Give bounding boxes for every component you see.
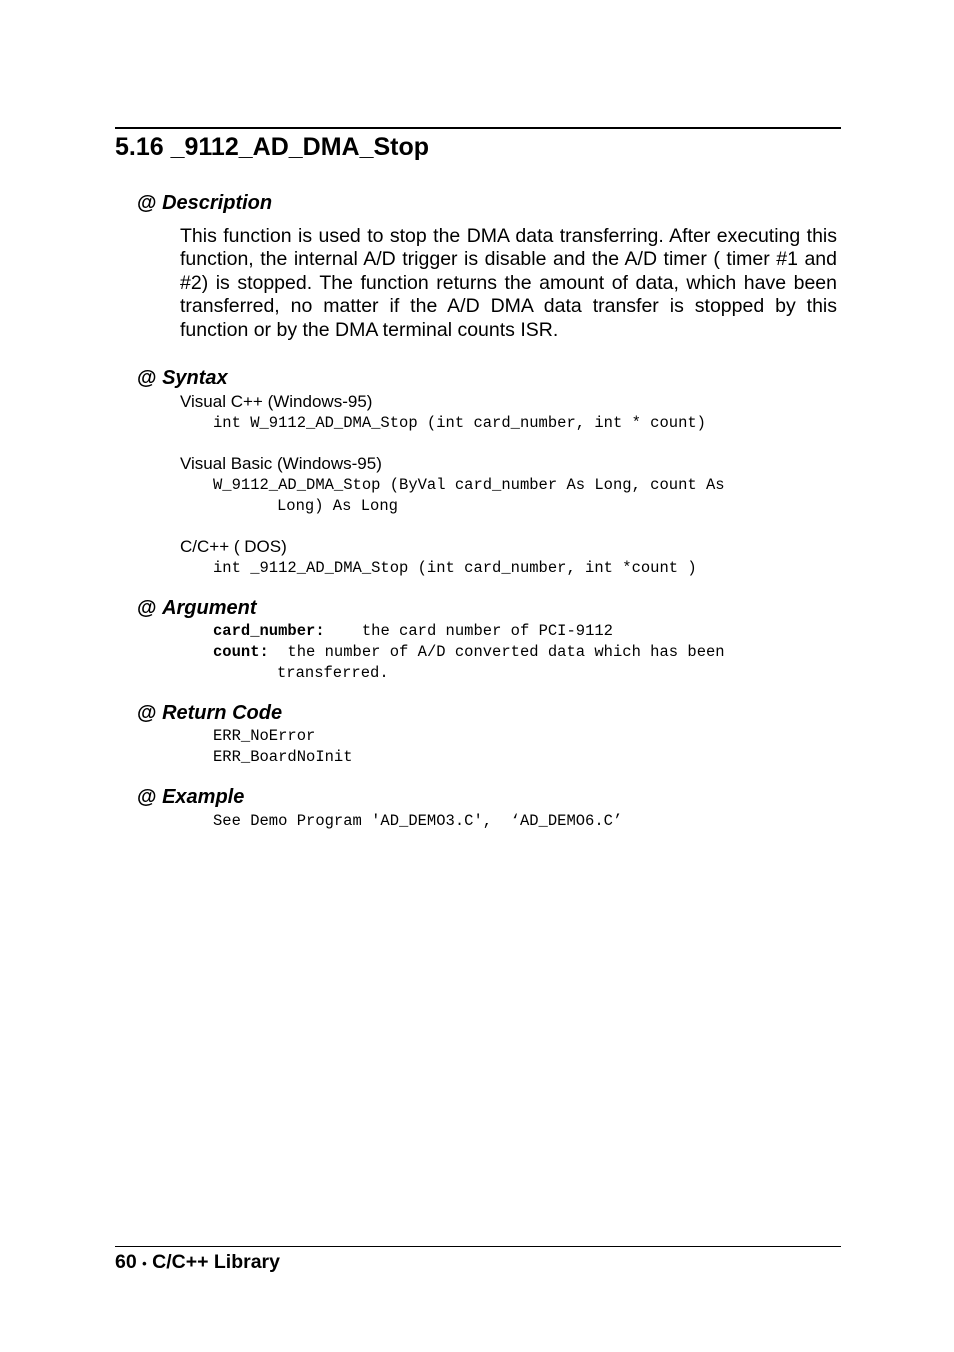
argument-name: count: [213, 643, 269, 661]
heading-label: Description [162, 192, 273, 214]
argument-name: card_number: [213, 622, 325, 640]
argument-heading [137, 595, 257, 621]
heading-at: @ [137, 367, 157, 389]
heading-at: @ [137, 192, 157, 214]
heading-at: @ [137, 702, 157, 724]
argument-desc: the number of A/D converted data which has been [287, 643, 725, 661]
syntax-heading [137, 365, 228, 391]
description-heading [137, 190, 272, 216]
heading-at: @ [137, 597, 157, 619]
syntax-vb-code-line2: Long) As Long [277, 497, 398, 515]
section-title: 5.16 _9112_AD_DMA_Stop [115, 133, 430, 161]
bullet-icon: • [142, 1256, 147, 1271]
heading-label: Example [162, 786, 245, 808]
heading-label: Argument [162, 597, 257, 619]
page-number: 60 [115, 1251, 137, 1273]
syntax-dos-code: int _9112_AD_DMA_Stop (int card_number, int *count ) [213, 559, 697, 577]
argument-count [213, 642, 725, 663]
syntax-vc-code: int W_9112_AD_DMA_Stop (int card_number, int * count) [213, 414, 706, 432]
return-code-item: ERR_BoardNoInit [213, 748, 353, 766]
footer-title: C/C++ Library [152, 1251, 280, 1273]
syntax-vb-label: Visual Basic (Windows-95) [180, 454, 382, 473]
page-footer [115, 1250, 280, 1276]
heading-at: @ [137, 786, 157, 808]
header-rule [115, 127, 841, 129]
description-paragraph: This function is used to stop the DMA data transferring. After executing this function, the internal A/D trigger is disable and the A/D timer ( timer #1 and #2) is stopped. The function returns the amount of data, which have been transferred, no matter if the A/D DMA data transfer is stopped by this function or by the DMA terminal counts ISR. [180, 225, 837, 341]
argument-count-desc-line2: transferred. [277, 664, 389, 682]
syntax-dos-label: C/C++ ( DOS) [180, 537, 287, 556]
footer-rule [115, 1246, 841, 1247]
argument-desc: the card number of PCI-9112 [361, 622, 613, 640]
return-code-heading [137, 700, 282, 726]
heading-label: Syntax [162, 367, 228, 389]
example-heading [137, 784, 244, 810]
argument-card-number [213, 621, 613, 642]
heading-label: Return Code [162, 702, 283, 724]
syntax-vb-code-line1: W_9112_AD_DMA_Stop (ByVal card_number As Long, count As [213, 476, 725, 494]
syntax-vc-label: Visual C++ (Windows-95) [180, 392, 373, 411]
return-code-item: ERR_NoError [213, 727, 316, 745]
example-text: See Demo Program 'AD_DEMO3.C', ‘AD_DEMO6.C’ [213, 812, 623, 830]
